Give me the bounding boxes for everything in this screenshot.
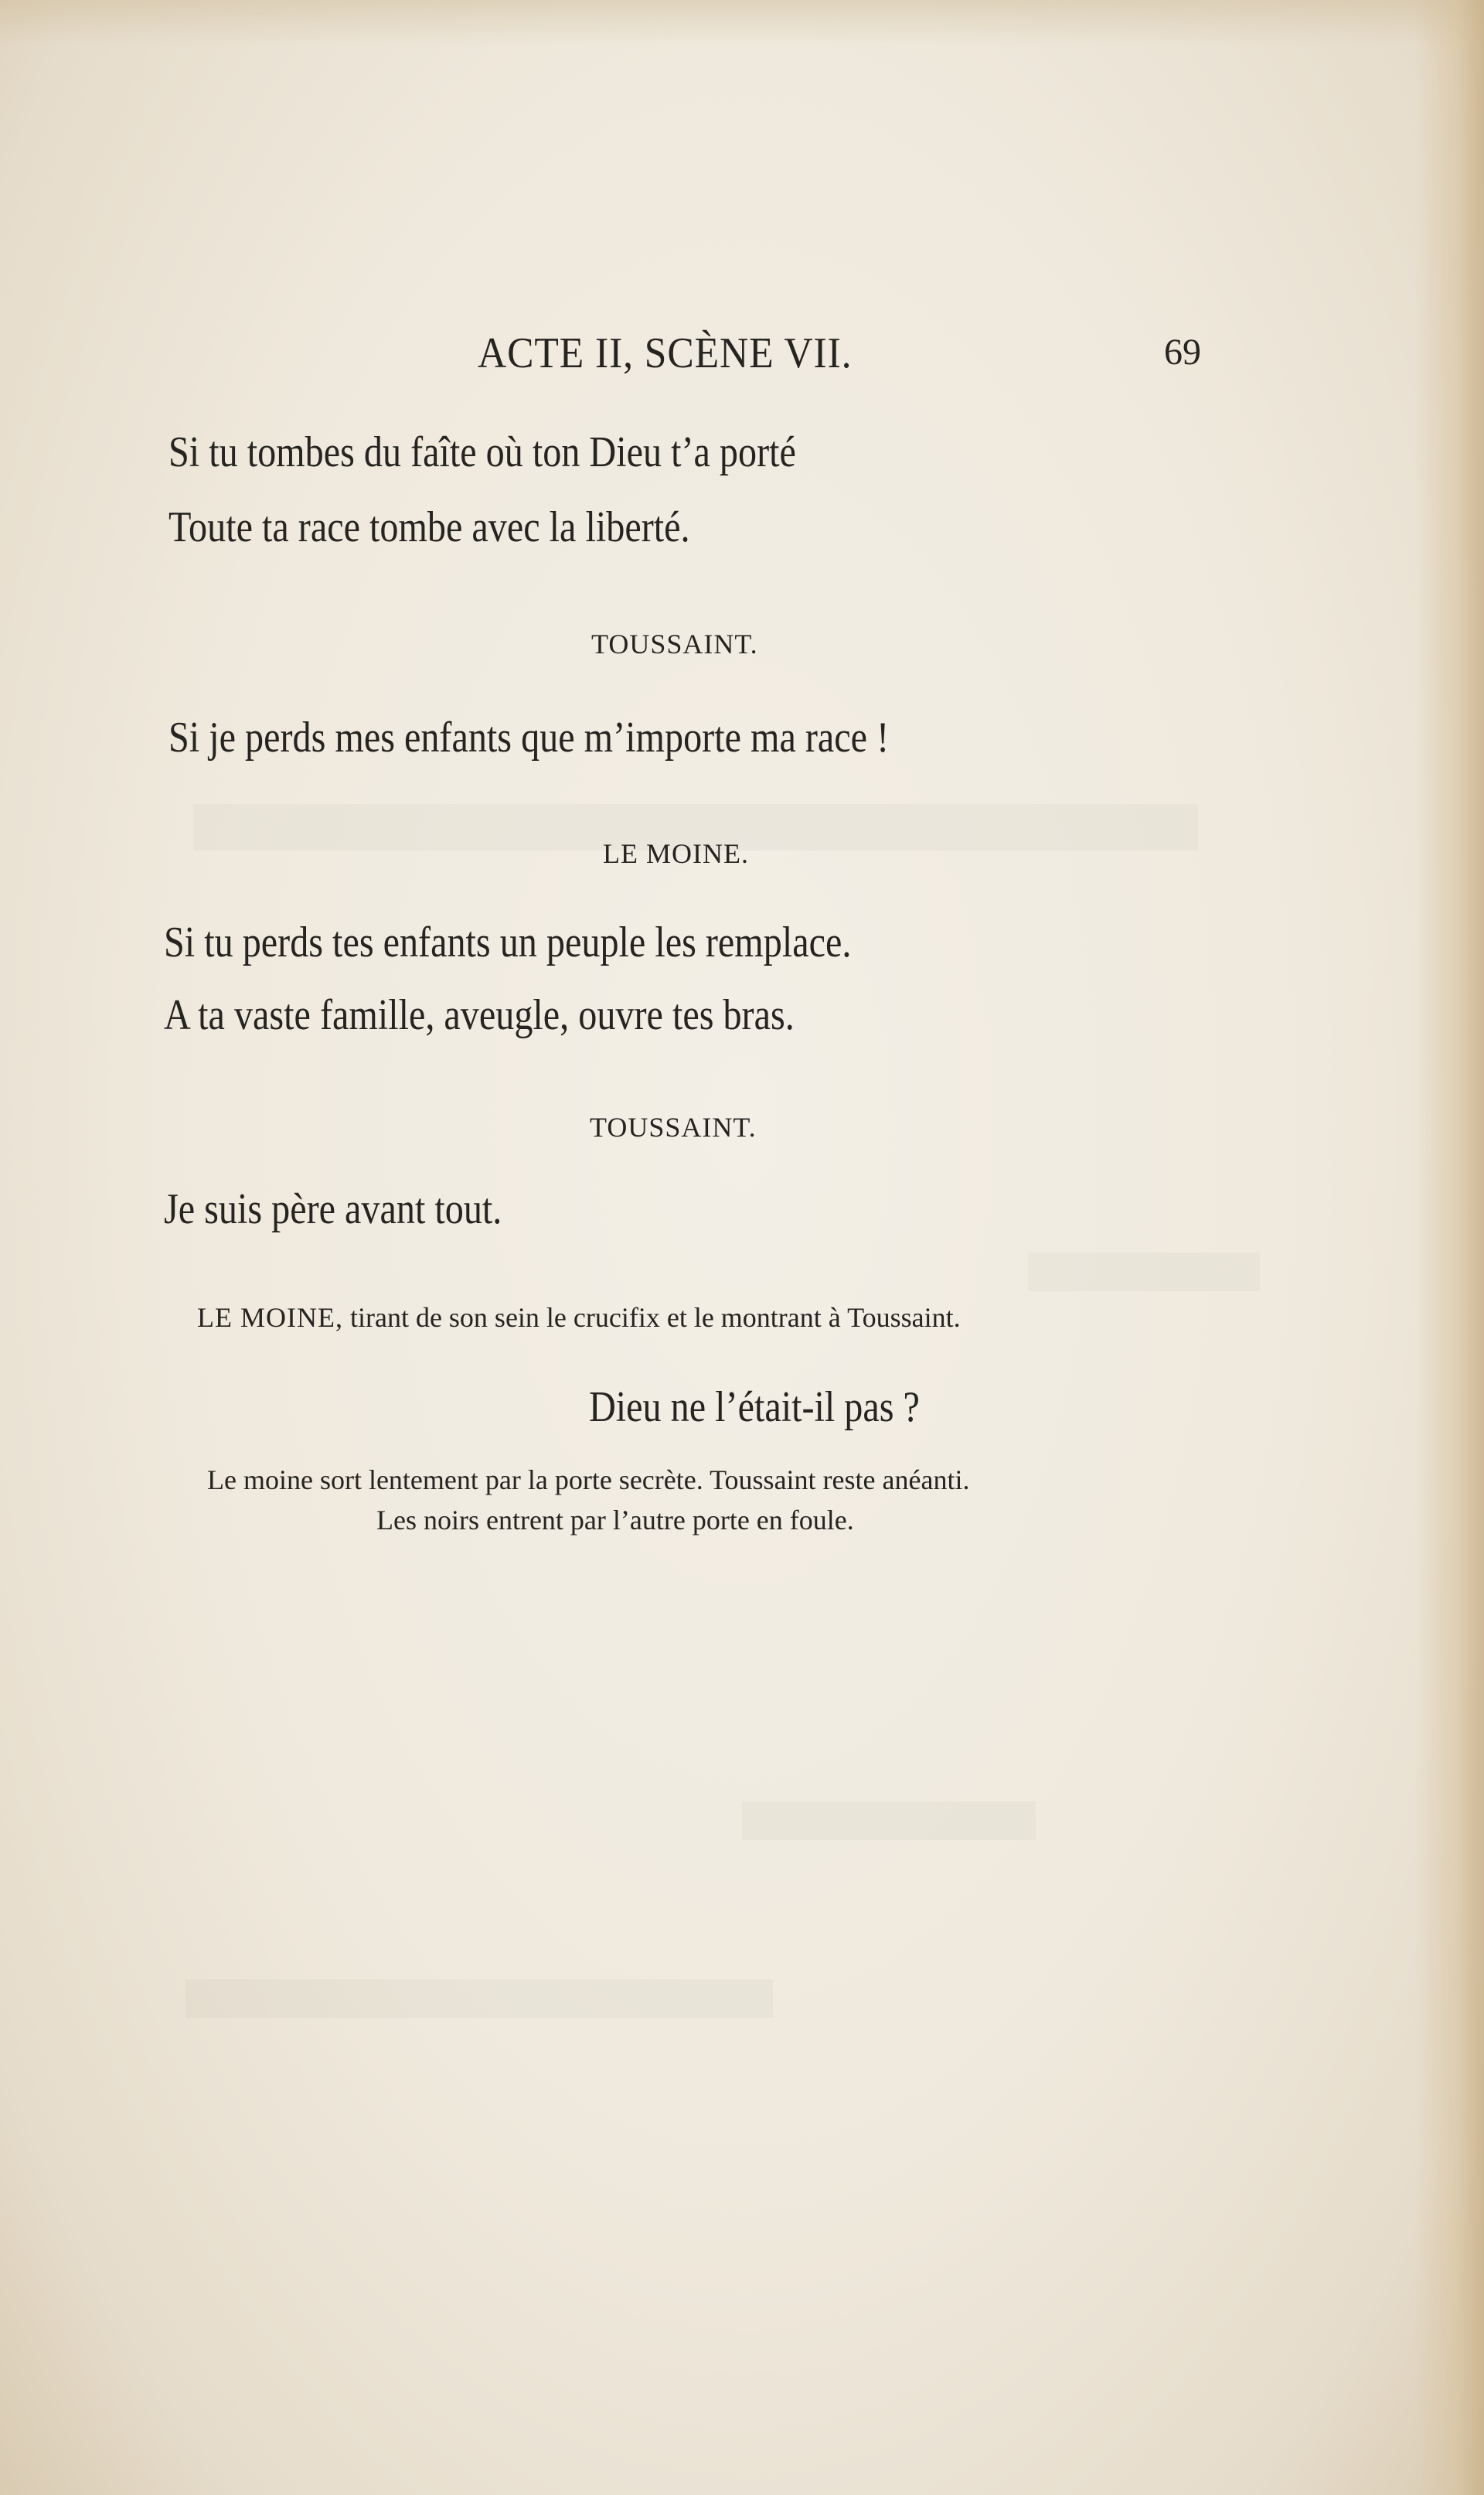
verse-line: Toute ta race tombe avec la liberté. <box>168 503 690 551</box>
stage-direction: Les noirs entrent par l’autre porte en foule. <box>376 1505 854 1536</box>
show-through-block <box>742 1801 1036 1840</box>
page-top-shadow <box>0 0 1484 46</box>
speaker-name: TOUSSAINT. <box>591 629 758 660</box>
verse-line: Je suis père avant tout. <box>164 1185 502 1233</box>
stage-direction <box>197 1301 961 1334</box>
stage-direction-text: tirant de son sein le crucifix et le montrant à Toussaint. <box>349 1302 961 1333</box>
page-number: 69 <box>1164 332 1201 373</box>
show-through-block <box>1028 1253 1260 1291</box>
show-through-block <box>186 1979 773 2018</box>
verse-line: Si tu tombes du faîte où ton Dieu t’a porté <box>168 428 796 476</box>
verse-line: Si je perds mes enfants que m’importe ma race ! <box>168 714 890 762</box>
verse-line: Si tu perds tes enfants un peuple les remplace. <box>164 919 852 966</box>
speaker-name: LE MOINE, <box>197 1302 343 1333</box>
speaker-name: LE MOINE. <box>603 838 749 869</box>
stage-direction: Le moine sort lentement par la porte secrète. Toussaint reste anéanti. <box>207 1464 970 1495</box>
speaker-name: TOUSSAINT. <box>590 1112 757 1143</box>
verse-line: A ta vaste famille, aveugle, ouvre tes bras. <box>164 991 795 1039</box>
verse-line: Dieu ne l’était-il pas ? <box>589 1383 920 1431</box>
page-right-edge-shadow <box>1414 0 1484 2495</box>
running-header: ACTE II, SCÈNE VII. <box>478 329 853 377</box>
